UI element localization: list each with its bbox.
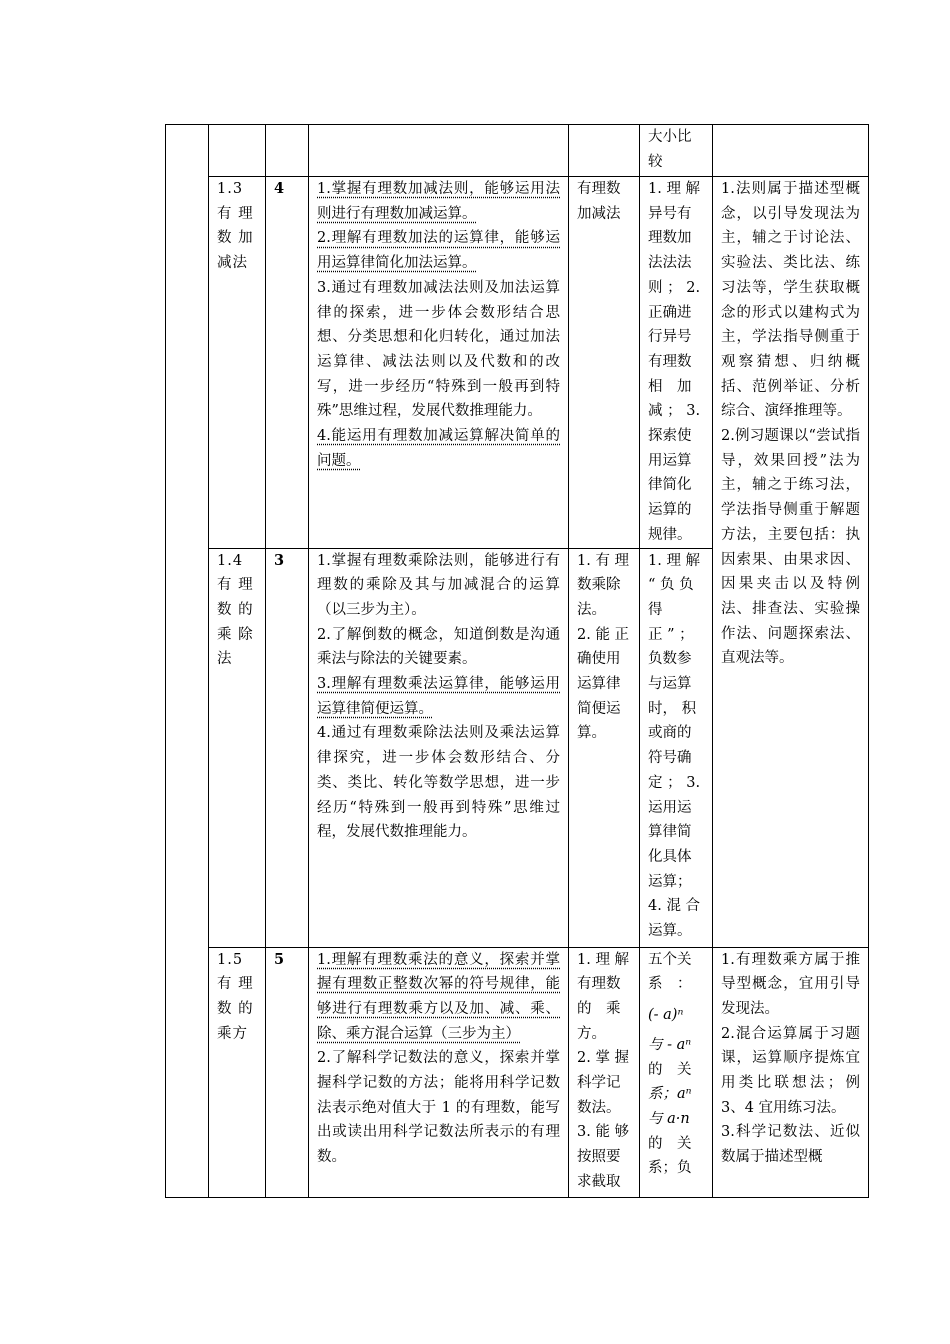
difficulty-line: 五个关 <box>648 951 692 968</box>
objective-item: 1.掌握有理数加减法则，能够运用法则进行有理数加减运算。 <box>317 181 560 222</box>
method-item: 2.混合运算属于习题课，运算顺序提炼宜用类比联想法；例 3、4 宜用练习法。 <box>721 1025 860 1116</box>
hours-cell: 4 <box>266 177 309 549</box>
section-title-line: 数 的 <box>217 1000 254 1017</box>
difficulty-line: 律简化 <box>648 477 692 494</box>
objective-item: 2.了解科学记数法的意义，探索并掌握科学记数的方法；能将用科学记数法表示绝对值大于 1 的有理数，能写出或读出用科学记数法所表示的有理数。 <box>317 1050 560 1166</box>
difficulty-line: 运算的 <box>648 502 692 519</box>
key-point-line: 1. 理 解 <box>577 951 630 968</box>
difficulty-line: 的 关 <box>648 1061 692 1078</box>
lesson-plan-table <box>165 124 869 1198</box>
math-expression: 与 a·n <box>648 1111 690 1128</box>
difficulty-line: “ 负 负 <box>648 577 694 594</box>
key-point-line: 科学记 <box>577 1075 621 1092</box>
difficulty-line: 运算。 <box>648 923 692 940</box>
difficulty-line: 时， 积 <box>648 700 697 717</box>
difficulty-line: 1. 理 解 <box>648 552 701 569</box>
hours-cell <box>266 125 309 177</box>
key-point-line: 有理数 <box>577 181 621 197</box>
difficulty-line: 正确进 <box>648 304 692 321</box>
difficulty-line: 的 关 <box>648 1135 692 1152</box>
difficulties-cell <box>640 125 713 177</box>
objective-item: 1.掌握有理数乘除法则，能够进行有理数的乘除及其与加减混合的运算（以三步为主）。 <box>317 552 560 618</box>
objective-item: 1.理解有理数乘法的意义，探索并掌握有理数正整数次幂的符号规律，能够进行有理数乘方以及加、减、乘、除、乘方混合运算（三步为主） <box>317 951 560 1042</box>
math-expression: 系；aⁿ <box>648 1086 692 1103</box>
difficulties-cell <box>640 947 713 1197</box>
key-point-line: 数乘除 <box>577 577 621 594</box>
objective-item: 4.通过有理数乘除法法则及乘法运算律探究，进一步体会数形结合、分类、类比、转化等数学思想，进一步经历“特殊到一般再到特殊”思维过程，发展代数推理能力。 <box>317 725 560 841</box>
key-point-line: 2. 能 正 <box>577 626 630 643</box>
difficulty-line: 正 ” ； <box>648 626 694 643</box>
difficulty-line: 理数加 <box>648 230 692 247</box>
difficulty-line: 与运算 <box>648 676 692 693</box>
difficulty-line: 行异号 <box>648 329 692 346</box>
difficulties-cell <box>640 548 713 947</box>
difficulty-line: 异号有 <box>648 205 692 222</box>
method-item: 1.有理数乘方属于推导型概念，宜用引导发现法。 <box>721 951 860 1017</box>
section-number: 1.4 <box>217 552 244 569</box>
objectives-cell <box>309 548 569 947</box>
section-number: 1.3 <box>217 181 244 197</box>
section-title-line: 乘 除 <box>217 626 254 643</box>
difficulty-line: 符号确 <box>648 750 692 767</box>
key-point-line: 1. 有 理 <box>577 552 630 569</box>
key-point-line: 求截取 <box>577 1173 621 1190</box>
objective-item: 3.理解有理数乘法运算律，能够运用运算律简便运算。 <box>317 676 560 717</box>
key-point-line: 3. 能 够 <box>577 1124 630 1141</box>
difficulty-line: 相 加 <box>648 378 692 395</box>
method-item: 2.例习题课以“尝试指导，效果回授”法为主，辅之于练习法，学法指导侧重于解题方法，主要包括：执因索果、由果求因、因果夹击以及特例法、排查法、实验操作法、问题探索法、直观法等。 <box>721 428 860 667</box>
key-point-line: 按照要 <box>577 1149 621 1166</box>
hours-cell: 3 <box>266 548 309 947</box>
chapter-column-cell <box>166 125 209 1198</box>
section-title-line: 数 加 <box>217 230 254 247</box>
difficulty-line: 4. 混 合 <box>648 898 701 915</box>
objectives-cell <box>309 947 569 1197</box>
math-expression: (- a)ⁿ <box>648 1006 684 1023</box>
difficulty-line: 系；负 <box>648 1160 692 1177</box>
objective-item: 2.了解倒数的概念，知道倒数是沟通乘法与除法的关键要素。 <box>317 626 560 668</box>
difficulty-line: 有理数 <box>648 353 692 370</box>
key-point-line: 法。 <box>577 601 606 618</box>
section-cell <box>209 548 266 947</box>
section-cell <box>209 125 266 177</box>
section-title-line: 数 的 <box>217 601 254 618</box>
difficulty-line: 大小比 <box>648 129 692 145</box>
key-point-line: 加减法 <box>577 205 621 222</box>
section-title-line: 减法 <box>217 255 248 272</box>
section-title-line: 有 理 <box>217 205 254 222</box>
section-cell <box>209 947 266 1197</box>
hours-cell: 5 <box>266 947 309 1197</box>
objective-item: 4.能运用有理数加减运算解决简单的问题。 <box>317 428 560 469</box>
difficulties-cell <box>640 177 713 549</box>
key-points-cell <box>569 947 640 1197</box>
table-row <box>166 125 869 177</box>
difficulty-line: 得 <box>648 601 663 618</box>
objectives-cell <box>309 177 569 549</box>
methods-cell <box>713 947 869 1197</box>
objective-item: 2.理解有理数加法的运算律，能够运用运算律简化加法运算。 <box>317 230 560 272</box>
key-point-line: 方。 <box>577 1025 606 1042</box>
key-point-line: 数法。 <box>577 1099 621 1116</box>
difficulty-line: 用运算 <box>648 452 692 469</box>
difficulty-line: 则 ； 2. <box>648 279 701 296</box>
table-row <box>166 947 869 1197</box>
key-points-cell <box>569 177 640 549</box>
key-point-line: 有理数 <box>577 976 621 993</box>
difficulty-line: 运算； <box>648 873 692 890</box>
difficulty-line: 1. 理 解 <box>648 181 701 197</box>
method-item: 1.法则属于描述型概念，以引导发现法为主，辅之于讨论法、实验法、类比法、练习法等，学生获取概念的形式以建构式为主，学法指导侧重于观察猜想、归纳概括、范例举证、分析综合、演绎推理等。 <box>721 181 860 420</box>
difficulty-line: 或商的 <box>648 725 692 742</box>
difficulty-line: 算律简 <box>648 824 692 841</box>
key-point-line: 简便运 <box>577 700 621 717</box>
difficulty-line: 法法法 <box>648 255 692 272</box>
key-points-cell <box>569 125 640 177</box>
section-title-line: 有 理 <box>217 577 254 594</box>
section-title-line: 有 理 <box>217 976 254 993</box>
key-points-cell <box>569 548 640 947</box>
math-expression: 与 - aⁿ <box>648 1036 692 1053</box>
objective-item: 3.通过有理数加减法法则及加法运算律的探索，进一步体会数形结合思想、分类思想和化归转化，通过加法运算律、减法法则以及代数和的改写，进一步经历“特殊到一般再到特殊”思维过程，发展代数推理能力。 <box>317 279 560 420</box>
difficulty-line: 负数参 <box>648 651 692 668</box>
section-number: 1.5 <box>217 951 244 968</box>
key-point-line: 运算律 <box>577 676 621 693</box>
key-point-line: 的 乘 <box>577 1000 621 1017</box>
section-cell <box>209 177 266 549</box>
key-point-line: 2. 掌 握 <box>577 1050 630 1067</box>
difficulty-line: 探索使 <box>648 428 692 445</box>
difficulty-line: 系 ： <box>648 976 692 993</box>
methods-cell <box>713 177 869 948</box>
key-point-line: 确使用 <box>577 651 621 668</box>
difficulty-line: 规律。 <box>648 526 692 543</box>
key-point-line: 算。 <box>577 725 606 742</box>
difficulty-line: 定 ； 3. <box>648 774 701 791</box>
difficulty-line: 较 <box>648 153 663 170</box>
section-title-line: 法 <box>217 651 233 668</box>
difficulty-line: 化具体 <box>648 848 692 865</box>
methods-cell <box>713 125 869 177</box>
difficulty-line: 减 ； 3. <box>648 403 701 420</box>
difficulty-line: 运用运 <box>648 799 692 816</box>
objectives-cell <box>309 125 569 177</box>
section-title-line: 乘方 <box>217 1025 248 1042</box>
method-item: 3.科学记数法、近似数属于描述型概 <box>721 1124 860 1166</box>
table-row <box>166 177 869 549</box>
